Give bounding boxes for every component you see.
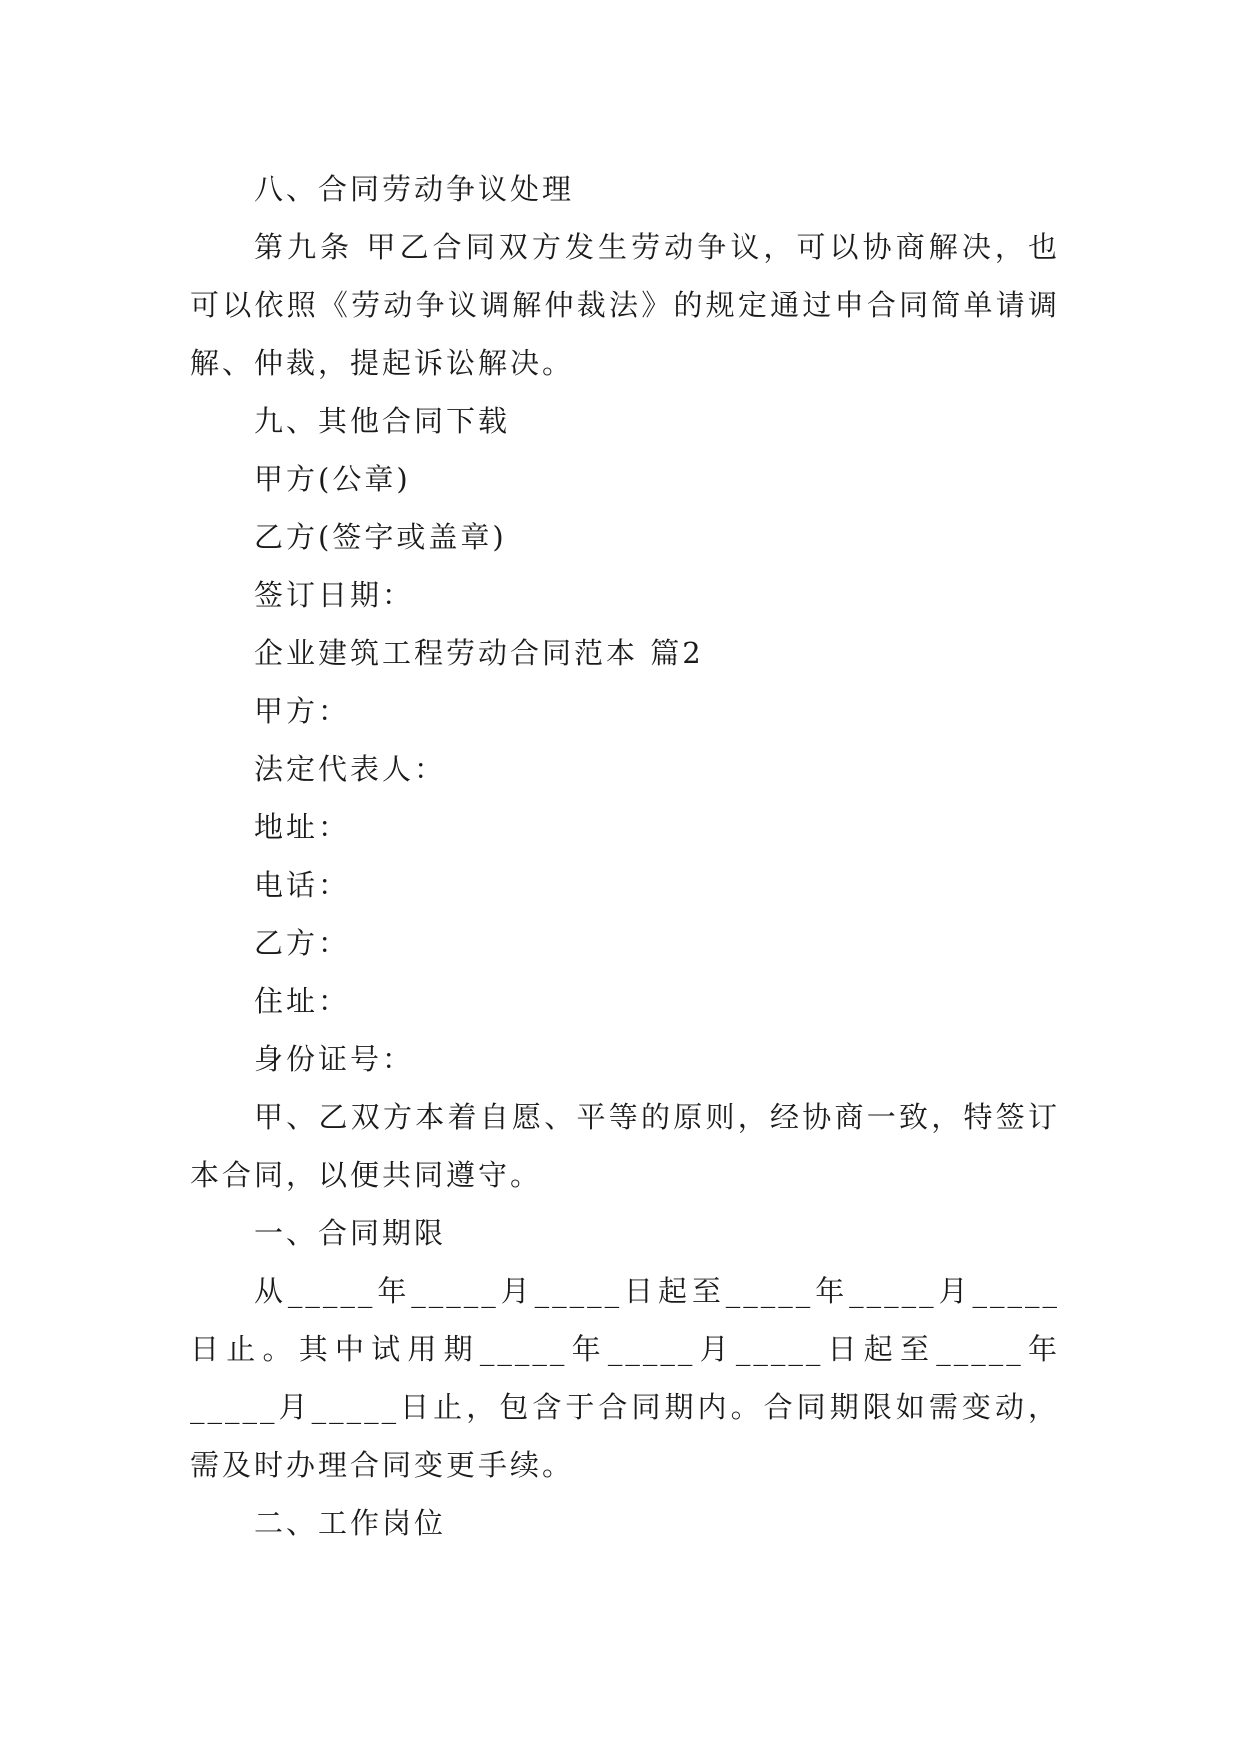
document-body: [190, 160, 1060, 1552]
party-a-line: 甲方：: [254, 694, 351, 728]
legal-representative-line: 法定代表人：: [254, 752, 447, 786]
contract-term-paragraph: 从_____年_____月_____日起至_____年_____月_____日止。其中试用期_____年_____月_____日起至_____年_____月_____日止，包含于合同期内。合同期限如需变动，需及时办理合同变更手续。: [190, 1274, 1060, 1482]
residence-line: 住址：: [254, 984, 351, 1018]
party-b-line: 乙方：: [254, 926, 351, 960]
phone-line: 电话：: [254, 868, 351, 902]
section-heading-position: 二、工作岗位: [254, 1506, 447, 1540]
article-nine-paragraph: 第九条 甲乙合同双方发生劳动争议，可以协商解决，也可以依照《劳动争议调解仲裁法》的规定通过申合同简单请调解、仲裁，提起诉讼解决。: [190, 230, 1060, 380]
section-heading-other: 九、其他合同下载: [254, 404, 511, 438]
agreement-intro-paragraph: 甲、乙双方本着自愿、平等的原则，经协商一致，特签订本合同，以便共同遵守。: [190, 1100, 1060, 1192]
section-heading-dispute: 八、合同劳动争议处理: [254, 172, 575, 206]
signing-date-line: 签订日期：: [254, 578, 415, 612]
template-title: 企业建筑工程劳动合同范本 篇2: [254, 636, 704, 670]
section-heading-term: 一、合同期限: [254, 1216, 447, 1250]
party-a-seal-line: 甲方(公章): [254, 462, 411, 496]
address-line: 地址：: [254, 810, 351, 844]
id-number-line: 身份证号：: [254, 1042, 415, 1076]
party-b-sign-line: 乙方(签字或盖章): [254, 520, 507, 554]
